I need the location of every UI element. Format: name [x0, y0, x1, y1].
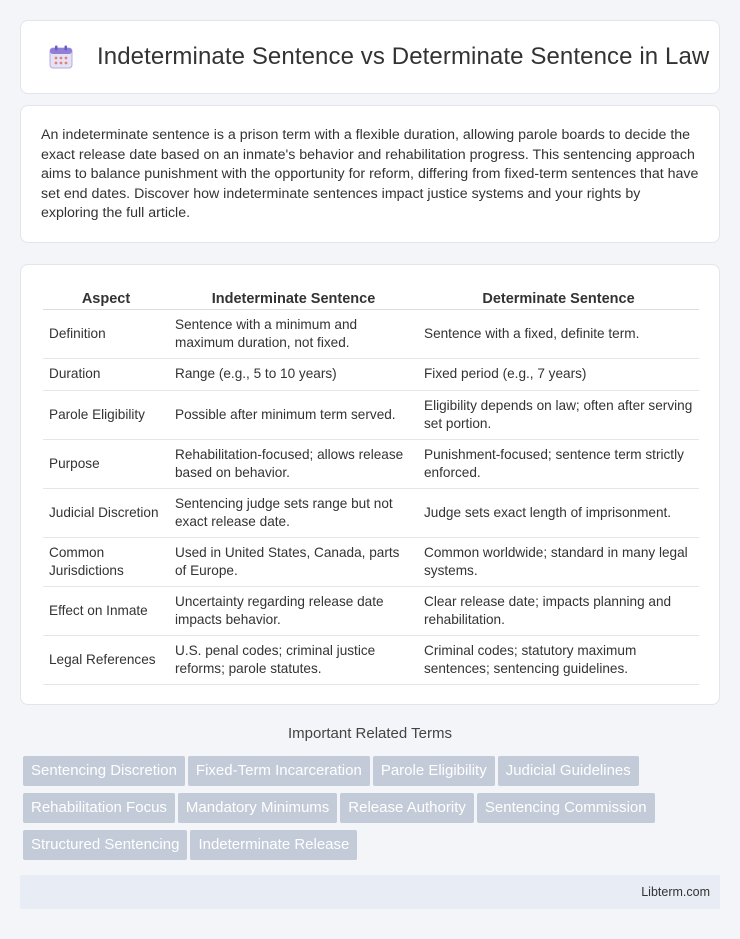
- cell-aspect: Definition: [43, 309, 169, 358]
- related-term-tag[interactable]: Sentencing Discretion: [23, 756, 185, 786]
- table-row: [43, 488, 699, 537]
- cell-indeterminate: Range (e.g., 5 to 10 years): [169, 358, 418, 390]
- cell-aspect: Effect on Inmate: [43, 586, 169, 635]
- related-term-tag[interactable]: Mandatory Minimums: [178, 793, 337, 823]
- table-row: [43, 439, 699, 488]
- cell-indeterminate: Rehabilitation-focused; allows release based on behavior.: [169, 439, 418, 488]
- cell-determinate: Common worldwide; standard in many legal systems.: [418, 537, 699, 586]
- table-row: [43, 309, 699, 358]
- header-aspect: Aspect: [43, 285, 169, 309]
- page-title: Indeterminate Sentence vs Determinate Sentence in Law: [97, 43, 710, 70]
- cell-aspect: Purpose: [43, 439, 169, 488]
- cell-aspect: Duration: [43, 358, 169, 390]
- related-term-tag[interactable]: Parole Eligibility: [373, 756, 495, 786]
- cell-aspect: Judicial Discretion: [43, 488, 169, 537]
- header-determinate: Determinate Sentence: [418, 285, 699, 309]
- related-term-tag[interactable]: Judicial Guidelines: [498, 756, 639, 786]
- intro-card: [20, 105, 720, 243]
- table-row: [43, 635, 699, 684]
- related-term-tag[interactable]: Release Authority: [340, 793, 474, 823]
- table-row: [43, 586, 699, 635]
- related-term-tag[interactable]: Structured Sentencing: [23, 830, 187, 860]
- footer-site-link[interactable]: Libterm.com: [641, 885, 710, 899]
- table-row: [43, 358, 699, 390]
- cell-indeterminate: U.S. penal codes; criminal justice reforms; parole statutes.: [169, 635, 418, 684]
- related-term-tag[interactable]: Rehabilitation Focus: [23, 793, 175, 823]
- cell-aspect: Legal References: [43, 635, 169, 684]
- cell-determinate: Criminal codes; statutory maximum sentences; sentencing guidelines.: [418, 635, 699, 684]
- comparison-table-card: [20, 264, 720, 705]
- intro-paragraph: An indeterminate sentence is a prison term with a flexible duration, allowing parole boards to decide the exact release date based on an inmate's behavior and rehabilitation progress. This sentencing approach aims to balance punishment with the opportunity for reform, differing from fixed-term sentences that have set end dates. Discover how indeterminate sentences impact justice systems and your rights by exploring the full article.: [41, 127, 699, 221]
- cell-determinate: Eligibility depends on law; often after serving set portion.: [418, 390, 699, 439]
- related-term-tag[interactable]: Sentencing Commission: [477, 793, 655, 823]
- cell-determinate: Judge sets exact length of imprisonment.: [418, 488, 699, 537]
- related-terms-heading: Important Related Terms: [288, 725, 452, 742]
- footer: [20, 875, 720, 909]
- cell-aspect: Common Jurisdictions: [43, 537, 169, 586]
- related-terms-list: [23, 756, 723, 867]
- cell-indeterminate: Sentencing judge sets range but not exact release date.: [169, 488, 418, 537]
- table-row: [43, 390, 699, 439]
- calendar-icon: [47, 43, 75, 71]
- cell-aspect: Parole Eligibility: [43, 390, 169, 439]
- table-row: [43, 537, 699, 586]
- cell-indeterminate: Possible after minimum term served.: [169, 390, 418, 439]
- header-indeterminate: Indeterminate Sentence: [169, 285, 418, 309]
- table-header-row: [43, 285, 699, 309]
- cell-indeterminate: Used in United States, Canada, parts of Europe.: [169, 537, 418, 586]
- cell-determinate: Fixed period (e.g., 7 years): [418, 358, 699, 390]
- cell-determinate: Punishment-focused; sentence term strictly enforced.: [418, 439, 699, 488]
- related-term-tag[interactable]: Fixed-Term Incarceration: [188, 756, 370, 786]
- cell-indeterminate: Sentence with a minimum and maximum duration, not fixed.: [169, 309, 418, 358]
- cell-indeterminate: Uncertainty regarding release date impacts behavior.: [169, 586, 418, 635]
- cell-determinate: Sentence with a fixed, definite term.: [418, 309, 699, 358]
- cell-determinate: Clear release date; impacts planning and rehabilitation.: [418, 586, 699, 635]
- title-card: [20, 20, 720, 94]
- related-term-tag[interactable]: Indeterminate Release: [190, 830, 357, 860]
- comparison-table: [43, 285, 699, 685]
